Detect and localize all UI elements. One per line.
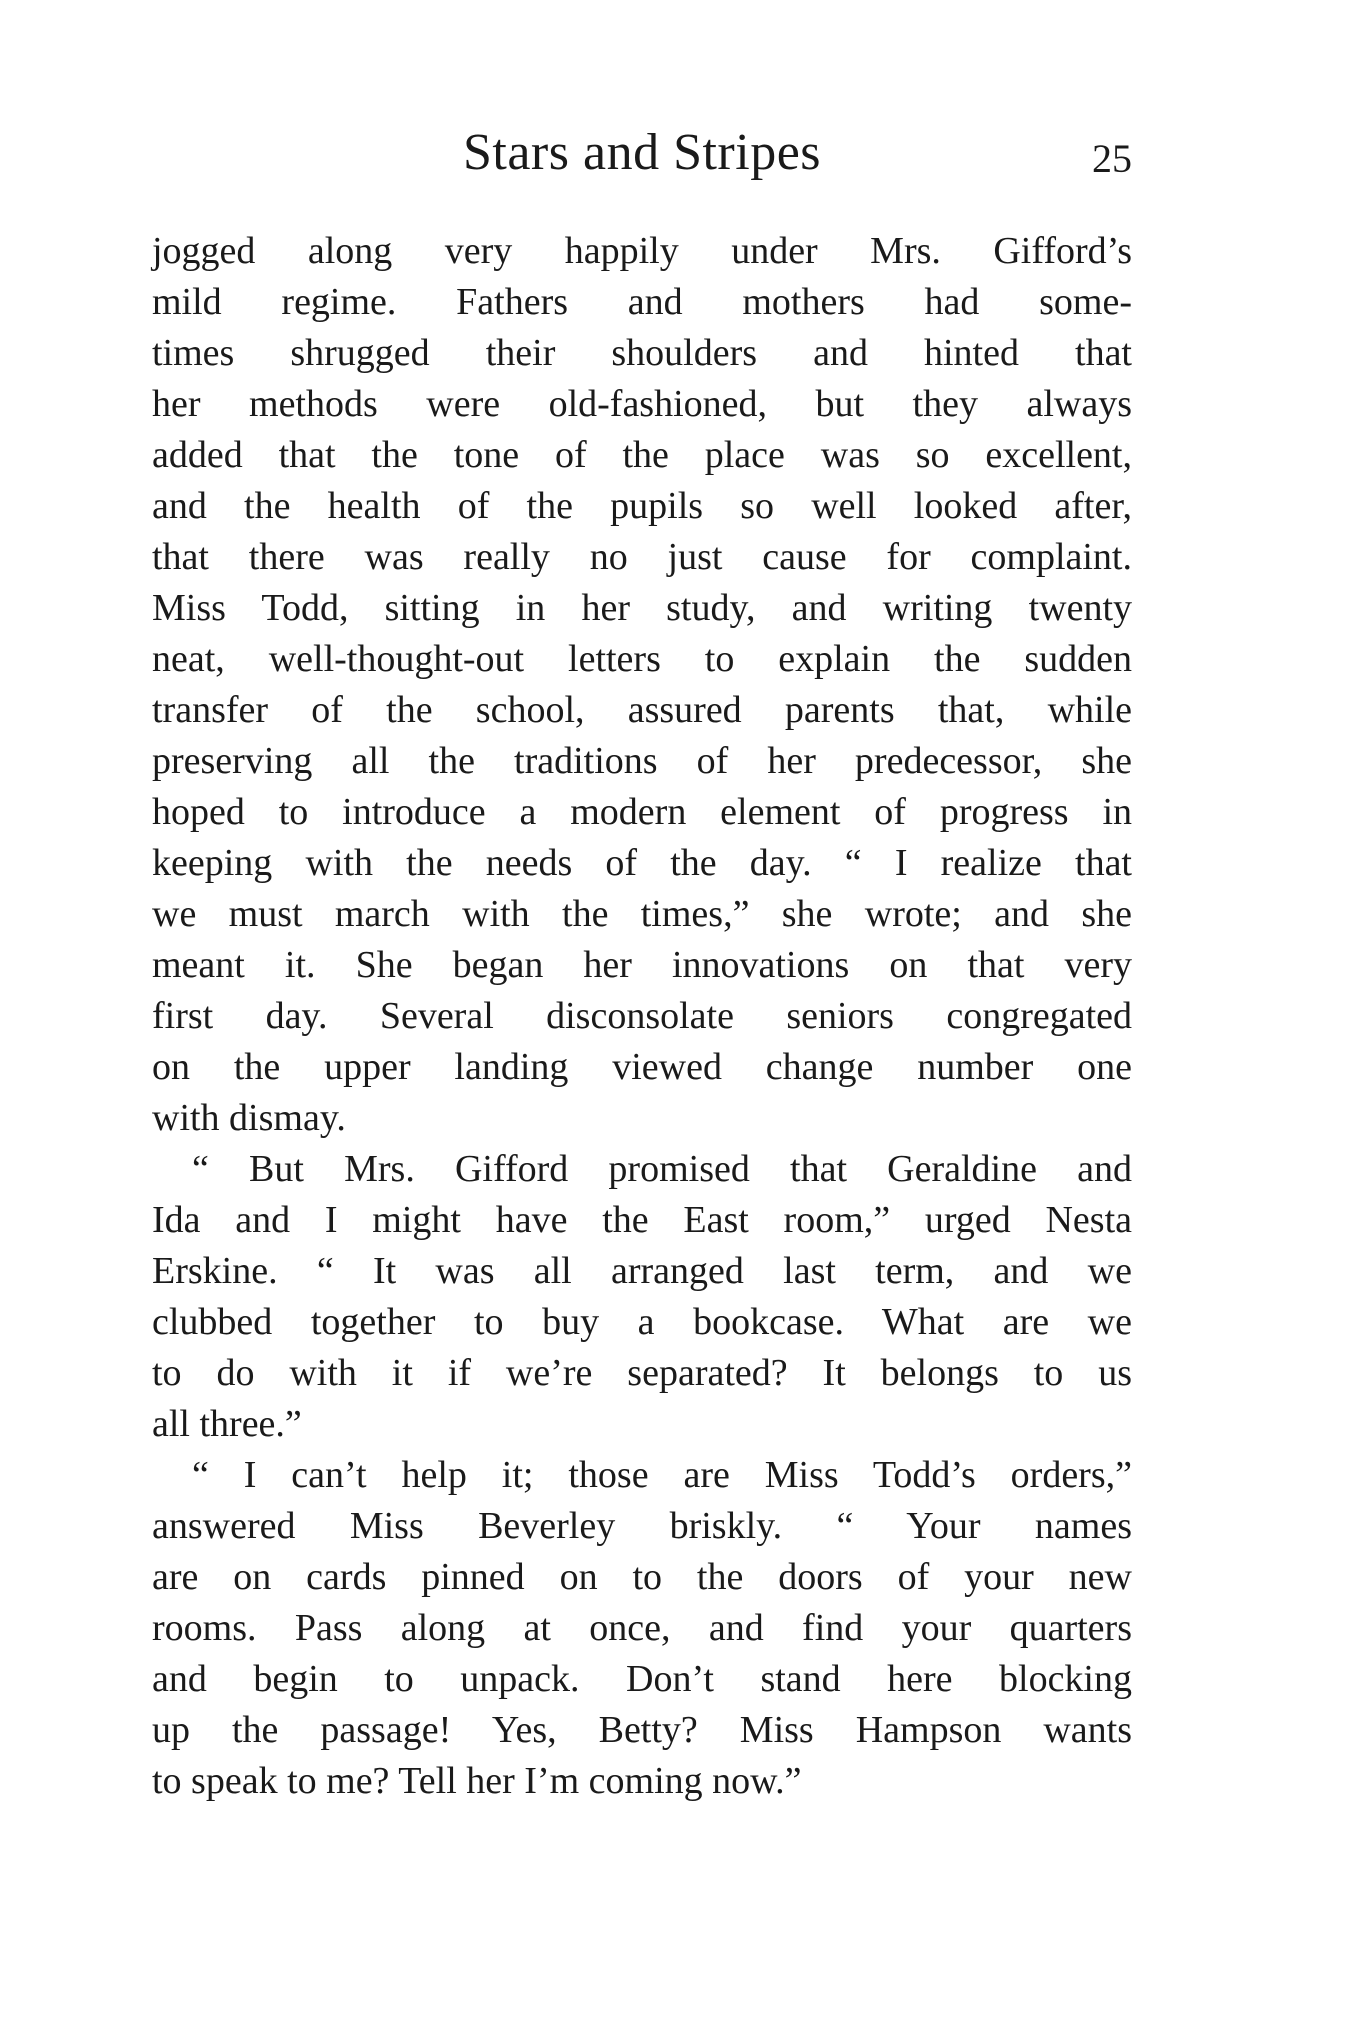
- text-line: to speak to me? Tell her I’m coming now.”: [152, 1760, 802, 1802]
- text-line: on the upper landing viewed change number one: [152, 1046, 1132, 1088]
- text-line: neat, well-thought-out letters to explain the sudden: [152, 638, 1132, 680]
- text-line: “ But Mrs. Gifford promised that Geraldine and: [192, 1148, 1132, 1190]
- text-line: mild regime. Fathers and mothers had some-: [152, 281, 1132, 323]
- text-line: all three.”: [152, 1403, 302, 1445]
- text-line: keeping with the needs of the day. “ I realize that: [152, 842, 1132, 884]
- text-line: answered Miss Beverley briskly. “ Your names: [152, 1505, 1132, 1547]
- text-line: added that the tone of the place was so excellent,: [152, 434, 1132, 476]
- page-header: [152, 118, 1132, 188]
- text-line: “ I can’t help it; those are Miss Todd’s orders,”: [192, 1454, 1132, 1496]
- text-line: transfer of the school, assured parents that, while: [152, 689, 1132, 731]
- text-line: and the health of the pupils so well looked after,: [152, 485, 1132, 527]
- text-line: clubbed together to buy a bookcase. What are we: [152, 1301, 1132, 1343]
- text-line: Ida and I might have the East room,” urged Nesta: [152, 1199, 1132, 1241]
- text-line: preserving all the traditions of her predecessor, she: [152, 740, 1132, 782]
- text-line: jogged along very happily under Mrs. Gifford’s: [152, 230, 1132, 272]
- text-line: rooms. Pass along at once, and find your quarters: [152, 1607, 1132, 1649]
- body-text: [152, 226, 1132, 1807]
- text-line: we must march with the times,” she wrote; and she: [152, 893, 1132, 935]
- text-line: are on cards pinned on to the doors of your new: [152, 1556, 1132, 1598]
- text-line: her methods were old-fashioned, but they always: [152, 383, 1132, 425]
- text-line: times shrugged their shoulders and hinted that: [152, 332, 1132, 374]
- text-line: Erskine. “ It was all arranged last term, and we: [152, 1250, 1132, 1292]
- running-title: Stars and Stripes: [462, 124, 822, 181]
- text-line: up the passage! Yes, Betty? Miss Hampson wants: [152, 1709, 1132, 1751]
- text-line: Miss Todd, sitting in her study, and writing twenty: [152, 587, 1132, 629]
- text-line: first day. Several disconsolate seniors congregated: [152, 995, 1132, 1037]
- text-line: and begin to unpack. Don’t stand here blocking: [152, 1658, 1132, 1700]
- page-number: 25: [1092, 136, 1132, 181]
- text-line: hoped to introduce a modern element of progress in: [152, 791, 1132, 833]
- text-line: that there was really no just cause for complaint.: [152, 536, 1132, 578]
- text-line: to do with it if we’re separated? It belongs to us: [152, 1352, 1132, 1394]
- text-line: meant it. She began her innovations on that very: [152, 944, 1132, 986]
- text-line: with dismay.: [152, 1097, 346, 1139]
